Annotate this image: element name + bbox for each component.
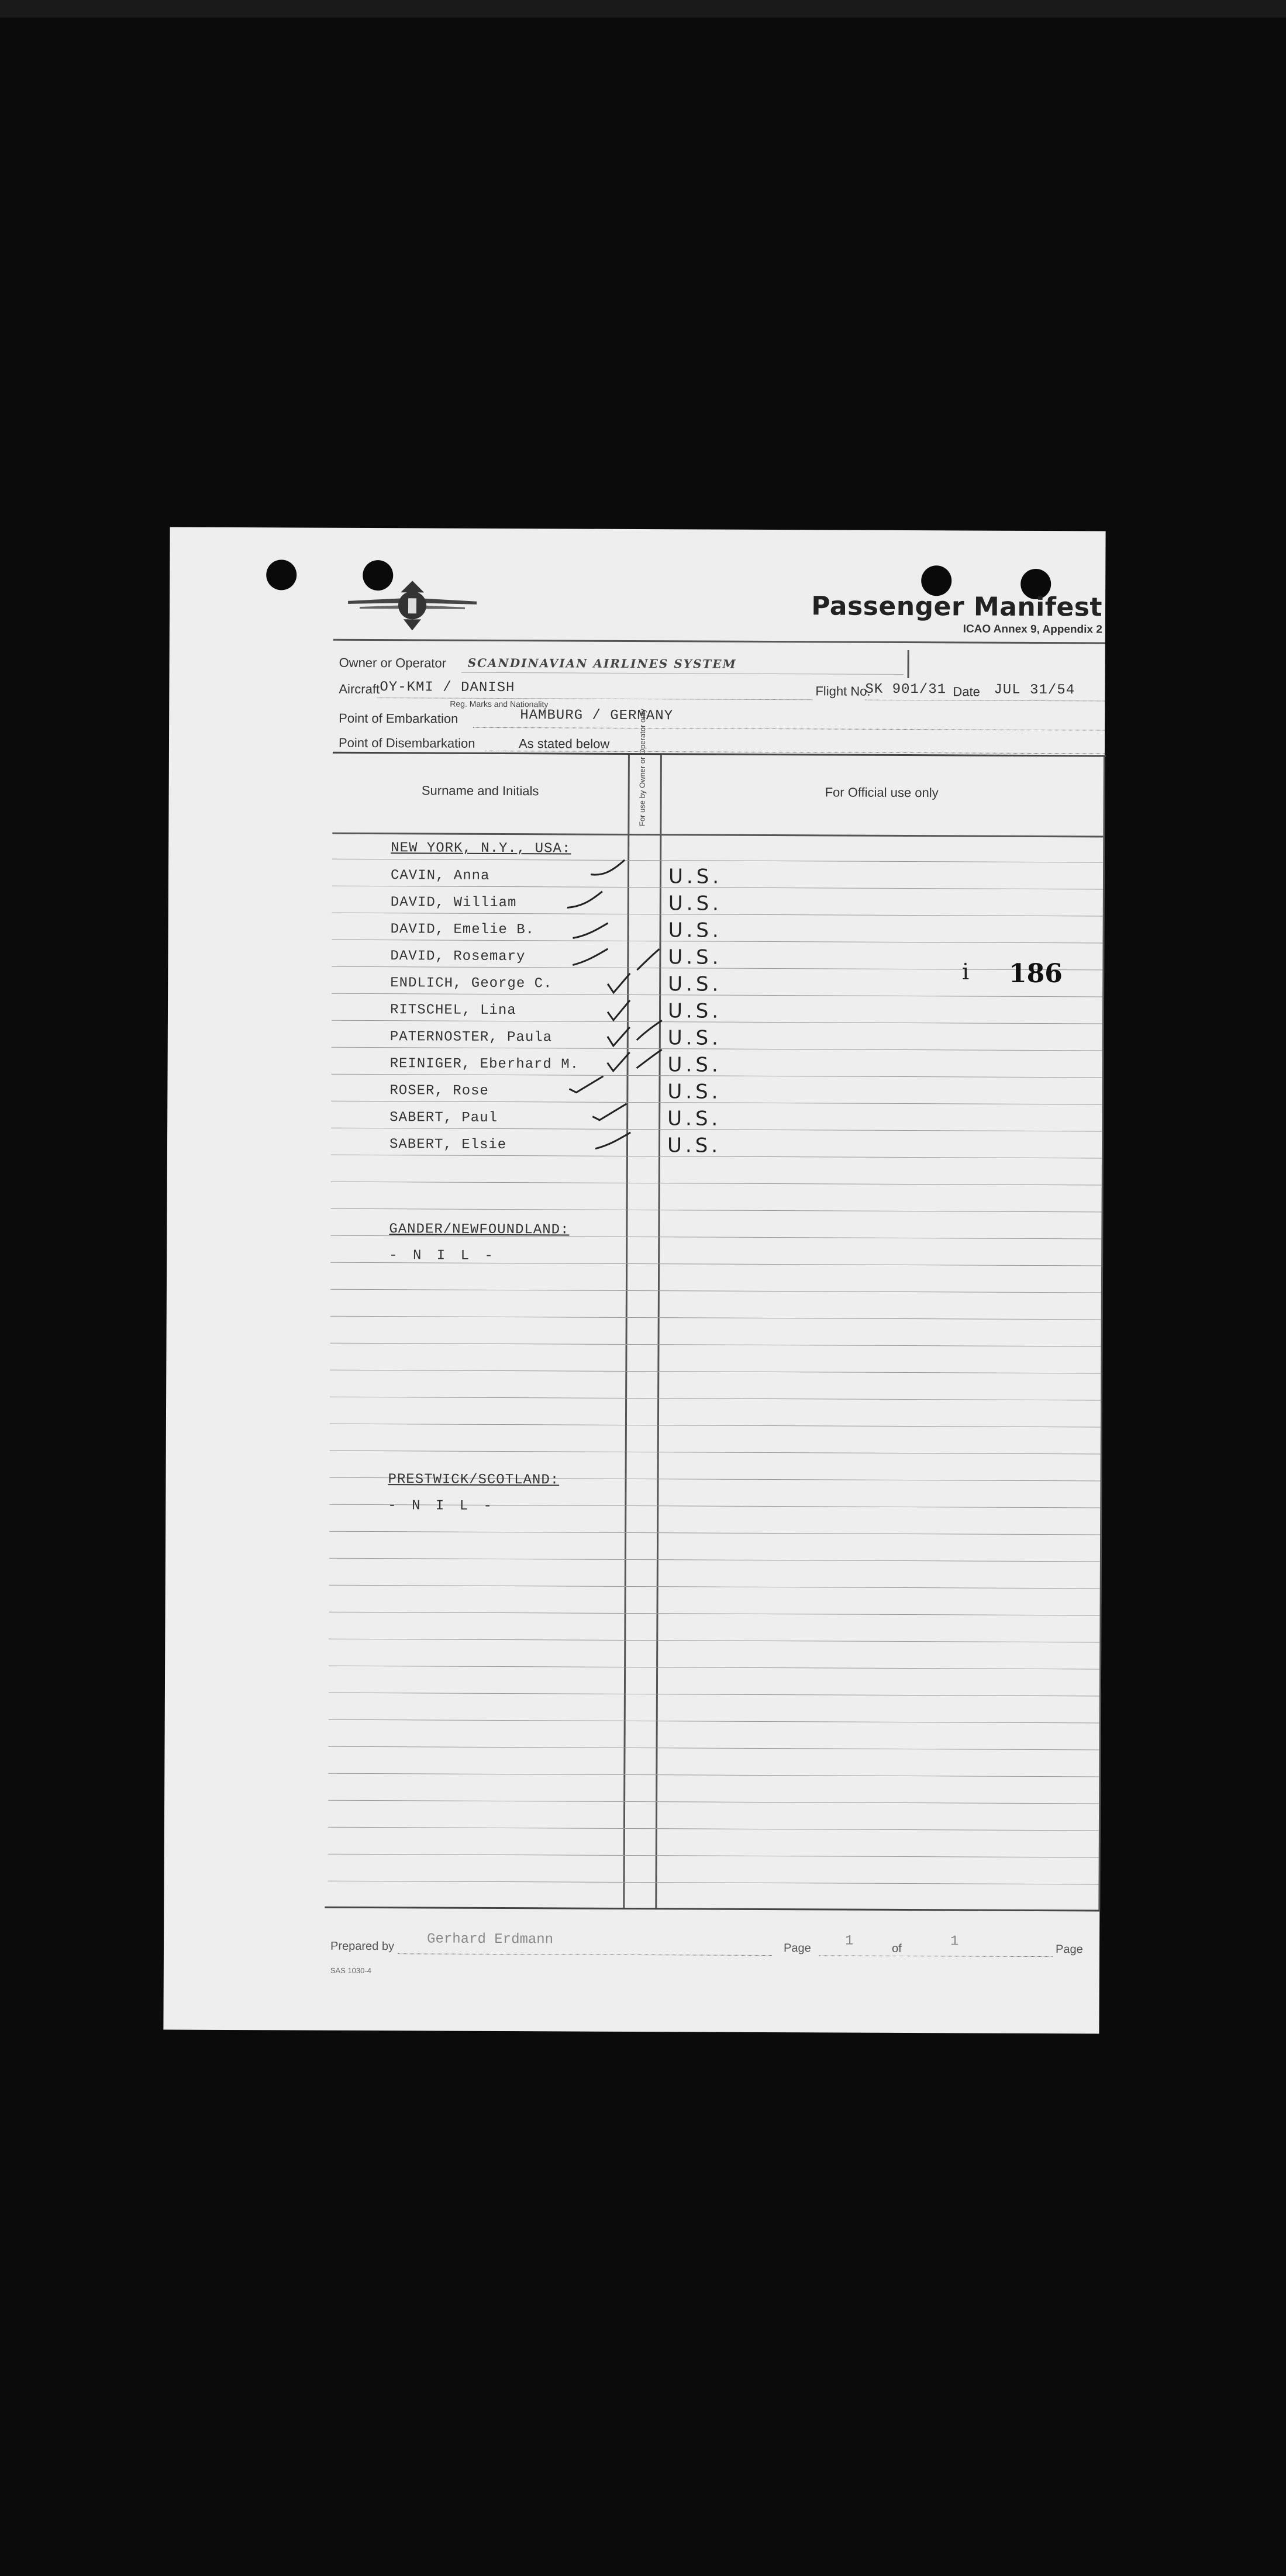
table-rule bbox=[329, 1746, 1099, 1750]
checkmark-icon bbox=[572, 920, 613, 943]
official-mark: U.S. bbox=[667, 1053, 722, 1077]
column-divider bbox=[655, 755, 662, 1909]
page-value: 1 bbox=[845, 1933, 854, 1949]
page-title: Passenger Manifest bbox=[811, 591, 1103, 623]
passenger-name: DAVID, Emelie B. bbox=[390, 921, 535, 938]
owner-value: SCANDINAVIAN AIRLINES SYSTEM bbox=[467, 655, 737, 671]
table-rule bbox=[328, 1827, 1099, 1831]
page-end-label: Page bbox=[1055, 1943, 1083, 1956]
passenger-name: SABERT, Elsie bbox=[389, 1137, 507, 1154]
official-mark: U.S. bbox=[668, 865, 723, 889]
of-value: 1 bbox=[950, 1933, 959, 1950]
section-heading: GANDER/NEWFOUNDLAND: bbox=[389, 1221, 570, 1238]
flight-label: Flight No. bbox=[815, 683, 871, 699]
passenger-name: RITSCHEL, Lina bbox=[389, 1002, 516, 1019]
table-rule bbox=[330, 1424, 1101, 1428]
table-rule bbox=[328, 1854, 1099, 1858]
official-mark: U.S. bbox=[667, 999, 722, 1023]
table-bottom-rule bbox=[325, 1907, 1099, 1912]
table-rule bbox=[330, 1397, 1101, 1401]
embarkation-value: HAMBURG / GERMANY bbox=[520, 707, 674, 724]
passenger-name: SABERT, Paul bbox=[389, 1110, 498, 1126]
column-divider bbox=[623, 755, 630, 1909]
owner-tick bbox=[907, 650, 909, 678]
table-rule bbox=[329, 1719, 1099, 1724]
passenger-name: CAVIN, Anna bbox=[390, 868, 490, 884]
checkmark-icon bbox=[591, 1103, 632, 1126]
column-header-owner: For use by Owner or Operator only bbox=[637, 709, 647, 827]
page-subtitle: ICAO Annex 9, Appendix 2 bbox=[963, 623, 1102, 636]
prepared-label: Prepared by bbox=[330, 1939, 395, 1953]
checkmark-icon bbox=[589, 857, 630, 880]
table-rule bbox=[330, 1316, 1101, 1320]
column-header-names: Surname and Initials bbox=[421, 783, 539, 799]
table-rule bbox=[329, 1666, 1099, 1670]
table-rule bbox=[328, 1773, 1099, 1777]
table-rule bbox=[329, 1693, 1099, 1697]
official-mark: U.S. bbox=[668, 972, 722, 996]
date-label: Date bbox=[953, 684, 980, 699]
passenger-name: REINIGER, Eberhard M. bbox=[389, 1056, 580, 1073]
embarkation-label: Point of Embarkation bbox=[339, 710, 458, 726]
table-rule bbox=[329, 1531, 1100, 1535]
checkmark-icon bbox=[636, 1046, 677, 1069]
section-heading: PRESTWICK/SCOTLAND: bbox=[388, 1472, 560, 1489]
table-rule bbox=[329, 1585, 1100, 1589]
checkmark-icon bbox=[568, 1075, 609, 1099]
table-rule bbox=[328, 1800, 1099, 1804]
disembarkation-label: Point of Disembarkation bbox=[338, 735, 475, 751]
official-mark: U.S. bbox=[668, 892, 722, 916]
checkmark-icon bbox=[566, 889, 607, 912]
official-mark: U.S. bbox=[667, 1026, 722, 1050]
date-value: JUL 31/54 bbox=[994, 682, 1075, 699]
passenger-name: ENDLICH, George C. bbox=[390, 975, 553, 992]
passenger-name: DAVID, Rosemary bbox=[390, 948, 526, 965]
official-mark: U.S. bbox=[667, 1080, 722, 1104]
embarkation-underline bbox=[473, 727, 1105, 731]
official-mark: U.S. bbox=[667, 1107, 722, 1131]
section-heading: NEW YORK, N.Y., USA: bbox=[391, 840, 571, 857]
header-rule bbox=[333, 639, 1105, 644]
sas-viking-logo-icon bbox=[345, 575, 480, 634]
page-underline bbox=[819, 1955, 1053, 1957]
table-rule bbox=[328, 1881, 1099, 1885]
prepared-value: Gerhard Erdmann bbox=[427, 1931, 554, 1948]
table-rule bbox=[331, 1182, 1102, 1186]
table-rule bbox=[332, 859, 1103, 863]
table-rule bbox=[329, 1612, 1100, 1616]
prepared-underline bbox=[398, 1953, 772, 1956]
form-code: SAS 1030-4 bbox=[330, 1966, 371, 1976]
punch-hole bbox=[266, 560, 296, 590]
table-rule bbox=[330, 1451, 1101, 1455]
manifest-page bbox=[163, 527, 1105, 2034]
owner-underline bbox=[462, 672, 904, 675]
table-rule bbox=[330, 1343, 1101, 1347]
frame-mark: i bbox=[962, 959, 970, 985]
film-edge bbox=[0, 0, 1286, 18]
header-bottom-rule bbox=[332, 833, 1103, 838]
passenger-name: ROSER, Rose bbox=[389, 1083, 489, 1099]
checkmark-icon bbox=[571, 945, 612, 969]
flight-underline bbox=[865, 700, 1105, 702]
checkmark-icon bbox=[636, 1018, 677, 1041]
table-rule bbox=[330, 1370, 1101, 1374]
flight-value: SK 901/31 bbox=[865, 681, 947, 698]
checkmark-icon bbox=[594, 1129, 635, 1152]
official-mark: U.S. bbox=[668, 945, 722, 969]
section-nil: - N I L - bbox=[388, 1498, 495, 1514]
section-nil: - N I L - bbox=[389, 1248, 497, 1264]
page-label: Page bbox=[783, 1942, 811, 1955]
owner-label: Owner or Operator bbox=[339, 655, 447, 671]
disembarkation-value: As stated below bbox=[518, 736, 610, 751]
official-mark: U.S. bbox=[668, 918, 722, 942]
table-rule bbox=[330, 1289, 1101, 1293]
passenger-name: DAVID, William bbox=[390, 895, 517, 911]
of-label: of bbox=[891, 1942, 902, 1956]
table-right-edge bbox=[1098, 757, 1105, 1911]
passenger-name: PATERNOSTER, Paula bbox=[389, 1029, 553, 1046]
frame-number: 186 bbox=[1009, 959, 1063, 989]
aircraft-sublabel: Reg. Marks and Nationality bbox=[450, 699, 549, 709]
checkmark-icon bbox=[636, 948, 677, 971]
aircraft-label: Aircraft bbox=[339, 681, 380, 697]
aircraft-underline bbox=[377, 697, 812, 700]
checkmark-icon bbox=[606, 972, 647, 996]
table-rule bbox=[331, 1208, 1102, 1213]
table-rows bbox=[333, 754, 1106, 757]
table-rule bbox=[329, 1639, 1099, 1643]
official-mark: U.S. bbox=[667, 1134, 722, 1158]
table-rule bbox=[329, 1558, 1100, 1562]
column-header-official: For Official use only bbox=[825, 785, 939, 800]
aircraft-value: OY-KMI / DANISH bbox=[380, 679, 515, 696]
